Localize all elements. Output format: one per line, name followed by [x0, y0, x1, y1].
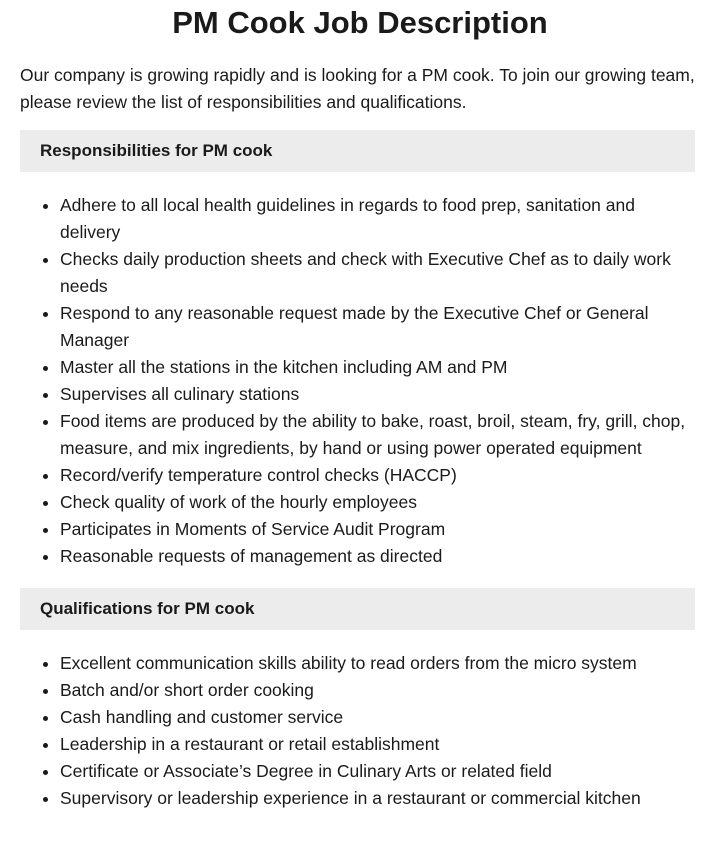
list-item: • Supervisory or leadership experience in a restaurant or commercial kitchen: [60, 785, 690, 812]
list-item: • Batch and/or short order cooking: [60, 677, 690, 704]
intro-text: Our company is growing rapidly and is looking for a PM cook. To join our growing team, please review the list of responsibilities and qualifications.: [20, 65, 695, 112]
page-title: PM Cook Job Description: [172, 5, 548, 40]
qualifications-heading: Qualifications for PM cook: [20, 588, 695, 630]
list-item: • Food items are produced by the ability to bake, roast, broil, steam, fry, grill, chop, measure, and mix ingredients, by hand or using power operated equipment: [60, 408, 690, 462]
list-item: • Adhere to all local health guidelines in regards to food prep, sanitation and delivery: [60, 192, 690, 246]
responsibilities-heading: Responsibilities for PM cook: [20, 130, 695, 172]
list-item: • Checks daily production sheets and check with Executive Chef as to daily work needs: [60, 246, 690, 300]
list-item: • Check quality of work of the hourly employees: [60, 489, 690, 516]
list-item: • Record/verify temperature control checks (HACCP): [60, 462, 690, 489]
qualifications-list: [20, 650, 690, 812]
list-item: • Cash handling and customer service: [60, 704, 690, 731]
list-item: • Reasonable requests of management as directed: [60, 543, 690, 570]
list-item: • Master all the stations in the kitchen including AM and PM: [60, 354, 690, 381]
list-item: • Participates in Moments of Service Audit Program: [60, 516, 690, 543]
list-item: • Certificate or Associate’s Degree in Culinary Arts or related field: [60, 758, 690, 785]
list-item: • Respond to any reasonable request made by the Executive Chef or General Manager: [60, 300, 690, 354]
list-item: • Excellent communication skills ability to read orders from the micro system: [60, 650, 690, 677]
list-item: • Supervises all culinary stations: [60, 381, 690, 408]
responsibilities-list: [20, 192, 690, 570]
list-item: • Leadership in a restaurant or retail establishment: [60, 731, 690, 758]
